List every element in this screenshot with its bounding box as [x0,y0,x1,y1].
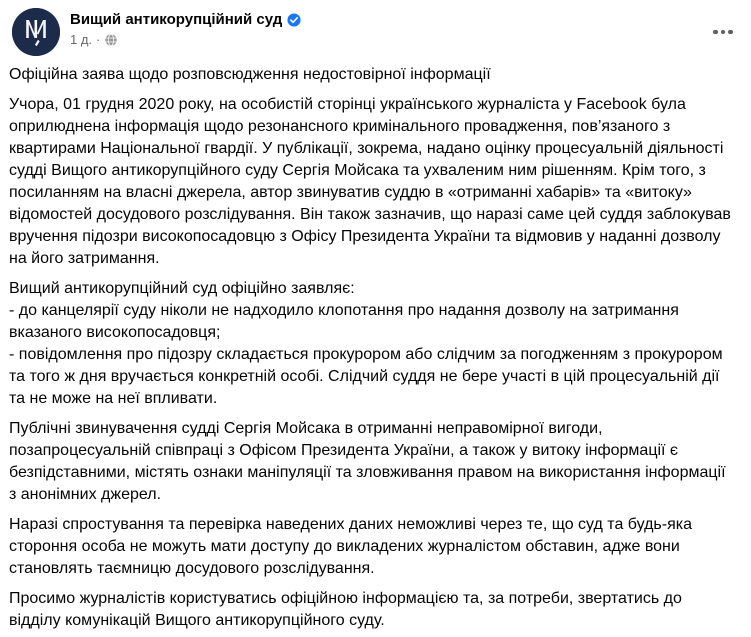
post-paragraph: Учора, 01 грудня 2020 року, на особистій сторінці українського журналіста у Facebook була оприлюднена інформація щодо резонансного кримінального провадження, пов’язаного з квартирами Національної гвардії. У публікації, зокрема, надано оцінку процесуальній діяльності судді Вищого антикорупційного суду Сергія Мойсака та ухваленим ним рішенням. Крім того, з посиланням на власні джерела, автор звинуватив суддю в «отриманні хабарів» та «витоку» відомостей досудового розслідування. Він також зазначив, що наразі саме цей суддя заблокував вручення підозри високопосадовцю з Офісу Президента України та відмовив у наданні дозволу на його затримання. [9,96,731,267]
post-paragraph: Публічні звинувачення судді Сергія Мойсака в отриманні неправомірної вигоди, позапроцесуальній співпраці з Офісом Президента України, а також у витоку інформації є безпідставними, містять ознаки маніпуляції та зловживання правом на використання інформації з анонімних джерел. [9,420,726,503]
ellipsis-dot [728,30,733,35]
post-meta-row [70,32,301,48]
verified-badge-icon [287,13,301,27]
post-paragraph: Наразі спростування та перевірка наведених даних неможливі через те, що суд та будь-яка стороння особа не можуть мати доступу до викладених журналістом обставин, адже вони становлять таємницю досудового розслідування. [9,516,692,577]
page-name-row [70,10,301,30]
header-text [70,8,301,48]
post-header [9,8,737,56]
page-name-link[interactable]: Вищий антикорупційний суд [70,11,283,28]
post-paragraph: Вищий антикорупційний суд офіційно заявляє: - до канцелярії суду ніколи не надходило клопотання про надання дозволу на затримання вказаного високопосадовця; - повідомлення про підозру складається прокурором або слідчим за погодженням з прокурором та того ж дня вручається конкретній особі. Слідчий суддя не бере участі в цій процесуальній дії та не може на неї впливати. [9,280,723,407]
more-options-button[interactable] [707,22,739,42]
ellipsis-dot [721,30,726,35]
post-text [9,64,737,632]
page-avatar[interactable] [12,8,60,56]
globe-public-icon [104,33,118,47]
post-paragraph: Офіційна заява щодо розповсюдження недостовірної інформації [9,66,491,83]
meta-separator: · [96,32,101,47]
timestamp-link[interactable]: 1 д. [70,32,93,47]
post-paragraph: Просимо журналістів користуватись офіційною інформацією та, за потреби, звертатись до відділу комунікацій Вищого антикорупційного суду. [9,590,682,629]
court-logo-icon [12,8,60,56]
ellipsis-dot [713,30,718,35]
